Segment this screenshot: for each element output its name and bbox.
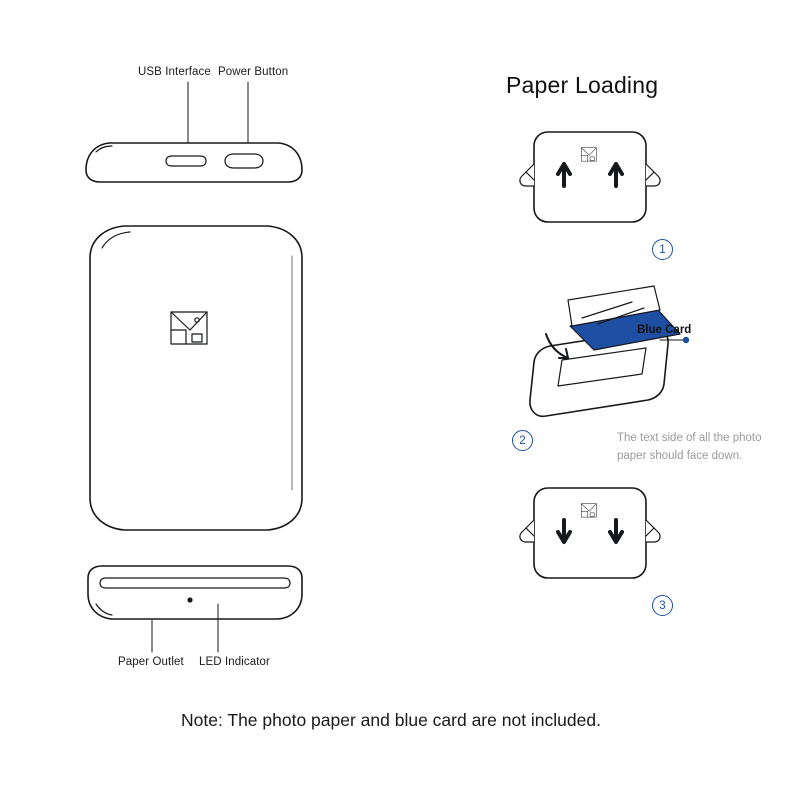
step-badge-1: 1 bbox=[652, 239, 673, 260]
step3-illustration bbox=[520, 480, 680, 590]
label-blue-card: Blue Card bbox=[637, 324, 692, 336]
caption-text-face-down: The text side of all the photo paper should face down. bbox=[617, 432, 762, 462]
note-text: Note: The photo paper and blue card are not included. bbox=[181, 710, 601, 730]
label-led-indicator: LED Indicator bbox=[199, 656, 270, 668]
step-badge-2: 2 bbox=[512, 430, 533, 451]
section-title-paper-loading: Paper Loading bbox=[506, 72, 659, 98]
label-power-button: Power Button bbox=[218, 66, 289, 78]
label-usb-interface: USB Interface bbox=[138, 66, 211, 78]
step-badge-3: 3 bbox=[652, 595, 673, 616]
label-paper-outlet: Paper Outlet bbox=[118, 656, 184, 668]
